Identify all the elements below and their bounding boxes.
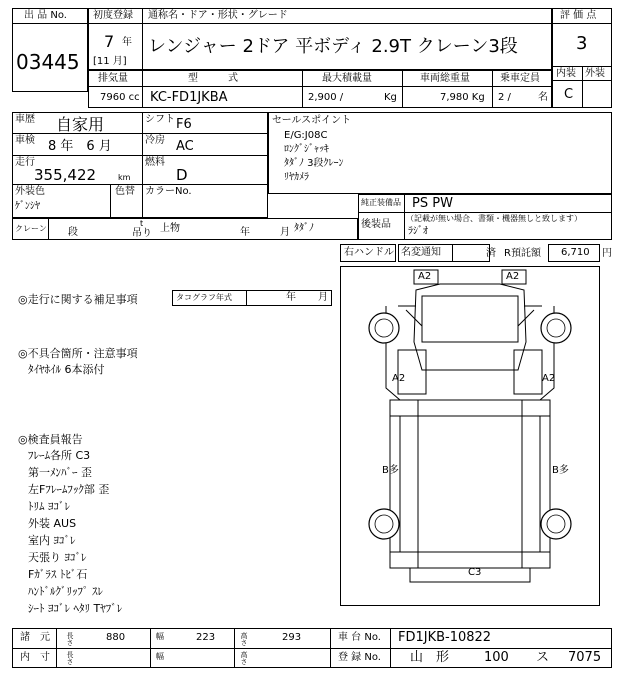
fuel-value: D (176, 166, 188, 184)
steering-value: 右ハンドル (344, 247, 394, 258)
aftermarket-note: （記載が無い場合、書類・機器無しと致します） (406, 214, 582, 223)
inspector-item: ﾌﾚｰﾑ各所 C3 (28, 449, 91, 462)
ac-value: AC (176, 139, 194, 154)
outer-height: 293 (282, 632, 302, 643)
recycle-unit: 円 (602, 248, 612, 259)
chassis-value: FD1JKB-10822 (398, 630, 492, 645)
mark-cab-right: A2 (542, 373, 556, 384)
inspector-item: 外装 AUS (28, 517, 77, 530)
tacho-label: タコグラフ年式 (176, 293, 232, 302)
mark-bed-left: B多 (382, 465, 399, 476)
sales-point-item: ﾀﾀﾞﾉ 3段ｸﾚｰﾝ (284, 158, 344, 169)
shift-label: シフト (145, 114, 175, 125)
inspector-item: 室内 ﾖｺﾞﾚ (28, 534, 76, 547)
shift-value: F6 (176, 117, 192, 132)
defects-label: ◎不具合箇所・注意事項 (18, 347, 138, 360)
height-label: 高さ (240, 632, 248, 646)
aftermarket-label: 後装品 (361, 219, 391, 230)
inspector-item: 第一ﾒﾝﾊﾞｰ 歪 (28, 466, 92, 479)
reg-kana: ス (536, 650, 550, 665)
mileage-value: 355,422 (34, 166, 97, 184)
displacement-value: 7960 cc (100, 92, 140, 103)
crane-stage: 段 (68, 227, 78, 238)
fuel-label: 燃料 (145, 157, 165, 168)
genuine-value: PS PW (412, 196, 453, 211)
max-load-unit: Kg (384, 92, 397, 103)
ac-label: 冷房 (145, 135, 165, 146)
length-label: 長さ (66, 632, 74, 646)
capacity-label: 乗車定員 (500, 73, 540, 84)
driving-remarks-label: ◎走行に関する補足事項 (18, 293, 138, 306)
score-label: 評 価 点 (560, 10, 597, 21)
inspector-item: 左Fﾌﾚｰﾑﾌｯｸ部 歪 (28, 483, 110, 496)
inspector-item: Fｶﾞﾗｽ ﾄﾋﾞ石 (28, 568, 88, 581)
mark-front-left: A2 (418, 271, 432, 282)
outer-length: 880 (106, 632, 126, 643)
genuine-label: 純正装備品 (361, 198, 401, 207)
details-box (12, 112, 268, 218)
vehicle-title: レンジャー 2ドア 平ボディ 2.9T クレーン3段 (148, 36, 518, 57)
interior-score: C (564, 87, 574, 102)
score-value: 3 (576, 33, 588, 54)
height-label-inner: 高さ (240, 651, 248, 665)
sales-points-label: セールスポイント (272, 115, 352, 126)
recycle-label: R預託額 (504, 248, 541, 259)
upper-maker: ﾀﾀﾞﾉ (294, 223, 314, 234)
upper-month: 月 (280, 227, 290, 238)
lot-number: 03445 (16, 50, 80, 74)
outer-width: 223 (196, 632, 216, 643)
inspection-label: 車検 (15, 135, 35, 146)
exterior-label: 外装 (585, 68, 605, 79)
crane-lift-unit: t (140, 219, 144, 228)
mileage-unit: km (118, 173, 131, 182)
width-label: 幅 (156, 632, 164, 641)
reg-area: 山 形 (410, 650, 450, 665)
outer-dims-label: 諸 元 (20, 632, 50, 643)
model-value: KC-FD1JKBA (150, 90, 228, 105)
first-reg-year: 7 (104, 32, 115, 51)
first-reg-year-unit: 年 (122, 37, 132, 48)
color-value: ｹﾞﾝｼﾔ (15, 201, 40, 212)
recycle-value: 6,710 (561, 247, 590, 258)
crane-label: クレーン (15, 224, 47, 233)
mark-bed-right: B多 (552, 465, 569, 476)
width-label-inner: 幅 (156, 652, 164, 661)
model-label: 型 式 (188, 73, 238, 84)
first-reg-month: [11 月] (93, 56, 127, 67)
displacement-label: 排気量 (98, 73, 128, 84)
sales-point-item: ﾘﾔｶﾒﾗ (284, 172, 309, 183)
reg-label: 登 録 No. (338, 652, 381, 663)
inspector-item: 天張り ﾖｺﾞﾚ (28, 551, 87, 564)
mark-front-right: A2 (506, 271, 520, 282)
color-change-label: 色替 (115, 186, 135, 197)
mark-rear: C3 (468, 567, 482, 578)
length-label-inner: 長さ (66, 651, 74, 665)
crane-lift: 吊り (132, 228, 152, 239)
tacho-month: 月 (318, 292, 328, 303)
interior-label: 内装 (556, 68, 576, 79)
color-label: 外装色 (15, 186, 45, 197)
aftermarket-value: ﾗｼﾞｵ (408, 226, 428, 237)
inspector-item: ﾊﾝﾄﾞﾙｸﾞﾘｯﾌﾟ ｽﾚ (28, 585, 103, 598)
reg-number: 7075 (568, 650, 602, 665)
defects-value: ﾀｲﾔﾎｲﾙ 6本添付 (28, 363, 105, 376)
mileage-label: 走行 (15, 157, 35, 168)
truck-outline (340, 266, 600, 606)
inspector-item: ﾄﾘﾑ ﾖｺﾞﾚ (28, 500, 70, 513)
recycle-done: 済 (486, 248, 496, 259)
first-reg-label: 初度登録 (93, 10, 133, 21)
gross-value: 7,980 Kg (440, 92, 485, 103)
gross-label: 車両総重量 (420, 73, 470, 84)
lot-label: 出 品 No. (24, 10, 67, 21)
history-value: 自家用 (56, 115, 105, 134)
mark-cab-left: A2 (392, 373, 406, 384)
inspector-item: ｼｰﾄ ﾖｺﾞﾚ ﾍﾀﾘ Tﾔﾌﾞﾚ (28, 602, 123, 615)
title-label: 通称名・ドア・形状・グレード (148, 10, 288, 21)
meter-changed-label: 名変通知 (401, 247, 441, 258)
max-load-value: 2,900 / (308, 92, 344, 103)
upper-label: 上物 (160, 223, 180, 234)
sales-point-item: E/G:J08C (284, 130, 328, 141)
max-load-label: 最大積載量 (322, 73, 372, 84)
upper-year: 年 (240, 227, 250, 238)
sales-point-item: ﾛﾝｸﾞｼﾞｬｯｷ (284, 144, 329, 155)
history-label: 車歴 (15, 114, 35, 125)
chassis-label: 車 台 No. (338, 632, 381, 643)
inspection-value: 8 年 6 月 (48, 139, 112, 154)
capacity-value: 2 / (498, 92, 511, 103)
capacity-unit: 名 (538, 92, 548, 103)
inner-dims-label: 内 寸 (20, 652, 50, 663)
color-code-label: カラーNo. (145, 186, 192, 197)
reg-class: 100 (484, 650, 509, 665)
inspector-label: ◎検査員報告 (18, 433, 83, 446)
tacho-year: 年 (286, 292, 296, 303)
